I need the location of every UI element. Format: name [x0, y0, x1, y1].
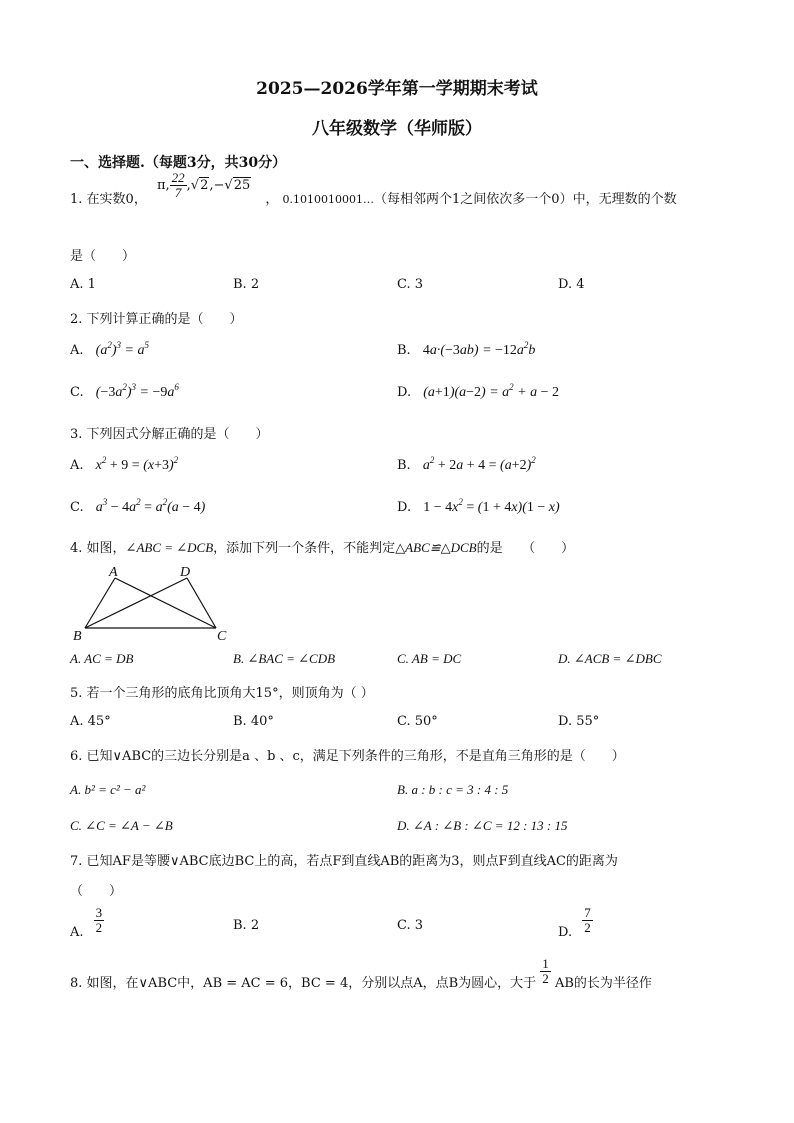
q5-option-b: B. 40° [233, 714, 274, 729]
q3-option-c: C. $a^3 - 4a^2 = a^2(a - 4)$ [70, 497, 206, 515]
q3-option-d: D. $1 - 4x^2 = (1 + 4x)(1 - x)$ [397, 497, 560, 515]
q1-option-a: A. 1 [70, 277, 96, 292]
q3-option-a: A. $x^2 + 9 = (x+3)^2$ [70, 455, 179, 473]
label-d: D [180, 565, 191, 580]
q2-option-c: C. $(-3a^2)^3 = -9a^6$ [70, 382, 179, 400]
q3-option-b: B. $a^2 + 2a + 4 = (a+2)^2$ [397, 455, 536, 473]
q5-option-d: D. 55° [558, 714, 600, 729]
q7-option-c: C. 3 [397, 918, 424, 933]
q6-option-c: C. ∠C = ∠A − ∠B [70, 818, 173, 833]
q4-option-c: C. AB = DC [397, 651, 462, 666]
exam-title: 2025—2026学年第一学期期末考试 [256, 79, 538, 99]
q2-option-b: B. $4a\cdot(-3ab) = -12a^2b$ [397, 340, 536, 358]
question-3: 3. 下列因式分解正确的是（ ） [70, 427, 269, 442]
question-4: 4. 如图，∠ABC = ∠DCB，添加下列一个条件，不能判定△ABC≌△DCB的是 （ ） [70, 540, 575, 556]
label-b: B [73, 629, 82, 642]
q4-triangle-figure [70, 560, 240, 642]
question-6: 6. 已知∨ABC的三边长分别是a 、b 、c，满足下列条件的三角形，不是直角三角形的是（ ） [70, 749, 625, 764]
question-8: 8. 如图，在∨ABC中，AB = AC = 6，BC = 4，分别以点A，点B为圆心，大于 $\frac{1}{2}$ AB的长为半径作 [70, 956, 652, 991]
q6-option-a: A. b² = c² − a² [70, 782, 146, 797]
q4-option-a: A. AC = DB [70, 651, 134, 666]
q4-option-d: D. ∠ACB = ∠DBC [558, 651, 662, 666]
q5-option-c: C. 50° [397, 714, 438, 729]
q7-option-a: A. $\frac{3}{2}$ [70, 905, 103, 940]
label-a: A [109, 565, 118, 580]
q2-option-d: D. $(a+1)(a-2) = a^2 + a - 2$ [397, 382, 560, 400]
section-heading: 一、选择题.（每题3分，共30分） [70, 155, 287, 171]
q1-real-numbers: π, $\frac{22}{7}$ ,√2,−√25 [156, 170, 251, 200]
q4-option-b: B. ∠BAC = ∠CDB [233, 651, 336, 666]
label-c: C [217, 629, 227, 642]
question-1-line2: 是（ ） [70, 249, 136, 264]
q2-option-a: A. $(a^2)^3 = a^5$ [70, 340, 149, 358]
q5-option-a: A. 45° [70, 714, 111, 729]
question-5: 5. 若一个三角形的底角比顶角大15°，则顶角为（ ） [70, 686, 374, 701]
q1-option-c: C. 3 [397, 277, 424, 292]
exam-subtitle: 八年级数学（华师版） [312, 119, 482, 139]
q1-option-d: D. 4 [558, 277, 585, 292]
q6-option-b: B. a : b : c = 3 : 4 : 5 [397, 782, 509, 797]
q7-option-d: D. $\frac{7}{2}$ [558, 905, 591, 940]
question-1: 1. 在实数0， π, $\frac{22}{7}$ ,√2,−√25 ， 0.1010010001…（每相邻两个1之间依次多一个0）中，无理数的个数 [70, 170, 677, 207]
q6-option-d: D. ∠A : ∠B : ∠C = 12 : 13 : 15 [397, 818, 568, 833]
q1-option-b: B. 2 [233, 277, 260, 292]
question-2: 2. 下列计算正确的是（ ） [70, 312, 243, 327]
question-7-line2: （ ） [70, 884, 123, 899]
question-7: 7. 已知AF是等腰∨ABC底边BC上的高，若点F到直线AB的距离为3，则点F到直线AC的距离为 [70, 854, 618, 869]
q7-option-b: B. 2 [233, 918, 260, 933]
